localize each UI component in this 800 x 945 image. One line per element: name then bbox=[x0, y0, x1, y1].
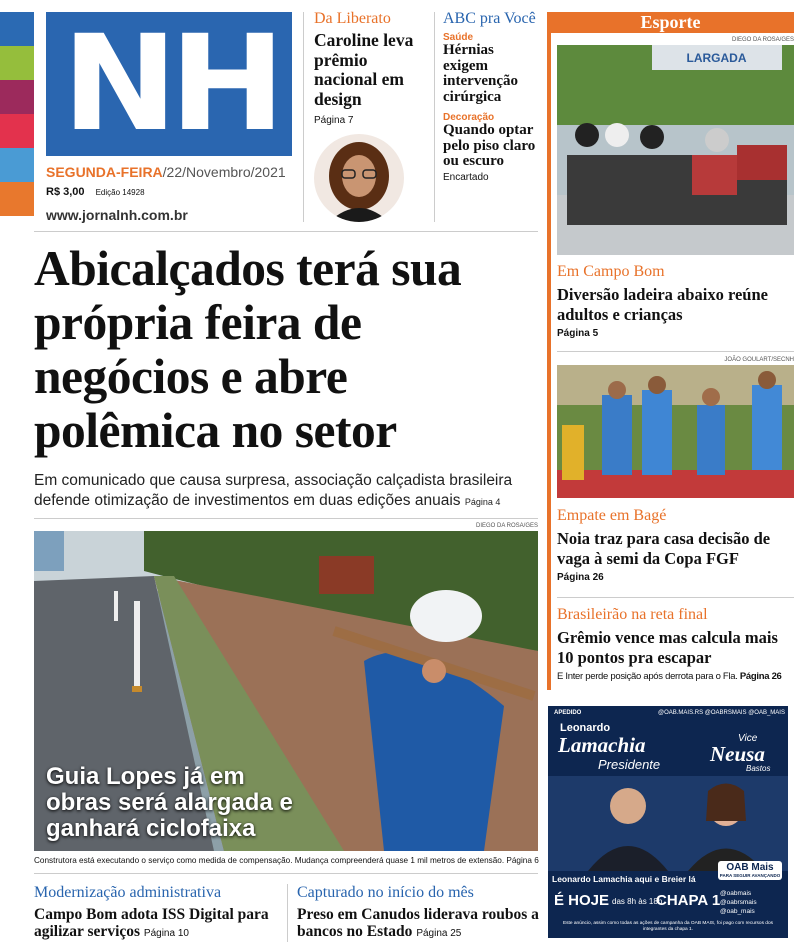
ad-name1: Leonardo bbox=[560, 722, 611, 734]
color-block bbox=[0, 46, 34, 80]
ad-candidates-photo bbox=[548, 776, 788, 871]
lead-deck bbox=[34, 471, 544, 512]
sport-story-kicker: Brasileirão na reta final bbox=[557, 606, 708, 623]
sport-story-page: Página 5 bbox=[557, 328, 599, 339]
lead-deck-text: Em comunicado que causa surpresa, associação calçadista brasileira defende otimização de investimentos em duas edições anuais bbox=[34, 472, 513, 509]
weekday: SEGUNDA-FEIRA bbox=[46, 164, 163, 180]
abc-item-kicker: Saúde bbox=[443, 32, 474, 43]
sport-photo-credit: JOÃO GOULART/SECNH bbox=[724, 357, 794, 363]
teaser-kicker: Da Liberato bbox=[314, 10, 391, 27]
bottom-story-headline: Preso em Canudos liderava roubos a bancos no Estado bbox=[297, 906, 539, 940]
color-block bbox=[0, 114, 34, 148]
teaser-page: Página 7 bbox=[314, 115, 354, 126]
ad-slate-badge bbox=[718, 861, 782, 880]
abc-section bbox=[443, 10, 541, 183]
photo-caption-text: Construtora está executando o serviço como medida de compensação. Mudança compreenderá quase 1 mil metros de extensão. bbox=[34, 856, 505, 865]
main-photo[interactable] bbox=[34, 531, 538, 851]
ad-handles: @OAB.MAIS.RS @OABRSMAIS @OAB_MAIS bbox=[658, 710, 785, 716]
photo-caption bbox=[34, 856, 539, 865]
ad-role1: Presidente bbox=[598, 757, 661, 772]
ad-social-handle: @oab_mais bbox=[720, 908, 755, 915]
bottom-story-page: Página 10 bbox=[143, 928, 189, 939]
oab-ad[interactable] bbox=[548, 706, 788, 938]
teaser-headline: Caroline leva prêmio nacional em design bbox=[314, 30, 414, 109]
ad-chapa: CHAPA 1 bbox=[656, 892, 721, 909]
sport-story-page: Página 26 bbox=[557, 572, 604, 583]
ad-slate: OAB Mais bbox=[726, 862, 774, 873]
sport-story-headline: Noia traz para casa decisão de vaga à semi da Copa FGF bbox=[557, 529, 771, 568]
photo-overlay-headline: Guia Lopes já em obras será alargada e ganhará ciclofaixa bbox=[46, 763, 293, 842]
price: R$ 3,00 bbox=[46, 186, 85, 198]
color-block bbox=[0, 12, 34, 46]
bottom-story[interactable] bbox=[297, 884, 542, 942]
ad-social-handle: @oabmais bbox=[720, 890, 752, 897]
abc-item-headline: Hérnias exigem intervenção cirúrgica bbox=[443, 42, 518, 105]
bottom-story-kicker: Capturado no início do mês bbox=[297, 884, 474, 901]
abc-item-headline: Quando optar pelo piso claro ou escuro bbox=[443, 122, 536, 169]
caroline-portrait bbox=[314, 134, 404, 222]
photo-caption-page: Página 6 bbox=[506, 856, 539, 865]
ad-caption: Leonardo Lamachia aqui e Breier lá bbox=[552, 874, 696, 884]
ad-surname2: Bastos bbox=[746, 764, 771, 773]
abc-title: ABC pra Você bbox=[443, 10, 536, 27]
ad-name2: Neusa bbox=[710, 742, 765, 766]
sport-story-headline: Diversão ladeira abaixo reúne adultos e crianças bbox=[557, 285, 768, 324]
abc-item[interactable] bbox=[443, 112, 541, 183]
bottom-story-page: Página 25 bbox=[416, 928, 462, 939]
sport-story-kicker: Empate em Bagé bbox=[557, 507, 667, 524]
ad-social bbox=[720, 889, 757, 916]
sport-header[interactable]: Esporte bbox=[547, 12, 794, 33]
sport-photo-race[interactable] bbox=[557, 45, 794, 255]
sport-story-deck: E Inter perde posição após derrota para o Fla. bbox=[557, 671, 738, 682]
sport-story-headline: Grêmio vence mas calcula mais 10 pontos pra escapar bbox=[557, 628, 778, 667]
ad-slate-sub: PARA SEGUIR AVANÇANDO bbox=[719, 873, 781, 878]
color-block bbox=[0, 182, 34, 216]
lead-headline[interactable]: Abicalçados terá sua própria feira de negócios e abre polêmica no setor bbox=[34, 241, 462, 458]
bottom-story-kicker: Modernização administrativa bbox=[34, 884, 222, 901]
price-row bbox=[46, 186, 145, 198]
ad-hours: das 8h às 18h bbox=[612, 897, 663, 906]
sport-story[interactable] bbox=[557, 507, 794, 583]
site-url[interactable]: www.jornalnh.com.br bbox=[46, 207, 188, 223]
ad-fineprint: Este anúncio, assim como todas as ações de campanha da OAB MAIS, foi pago com recursos dos integrantes da chapa 1. bbox=[562, 921, 774, 932]
bottom-story[interactable] bbox=[34, 884, 284, 942]
color-block bbox=[0, 148, 34, 182]
ad-today: É HOJE bbox=[554, 892, 610, 909]
abc-item-note: Encartado bbox=[443, 171, 489, 183]
color-block bbox=[0, 80, 34, 114]
sport-story-page: Página 26 bbox=[739, 671, 782, 682]
sport-bar bbox=[547, 33, 551, 690]
sport-story[interactable] bbox=[557, 606, 797, 682]
ad-surname1: Lamachia bbox=[558, 733, 646, 757]
photo-credit: DIEGO DA ROSA/GES bbox=[475, 523, 538, 529]
abc-item[interactable] bbox=[443, 32, 541, 105]
sport-story-kicker: Em Campo Bom bbox=[557, 263, 665, 280]
color-strip bbox=[0, 12, 34, 216]
liberato-teaser[interactable] bbox=[314, 10, 434, 126]
race-banner: LARGADA bbox=[686, 51, 747, 65]
ad-vice: Vice bbox=[738, 733, 758, 744]
edition: Edição 14928 bbox=[95, 188, 145, 197]
date: /22/Novembro/2021 bbox=[162, 164, 286, 180]
sport-photo-soccer[interactable] bbox=[557, 365, 794, 498]
abc-item-kicker: Decoração bbox=[443, 112, 495, 123]
sport-story[interactable] bbox=[557, 263, 794, 339]
lead-page: Página 4 bbox=[464, 497, 501, 507]
ad-social-handle: @oabrsmais bbox=[720, 899, 757, 906]
nh-logo[interactable]: NH bbox=[46, 12, 292, 156]
ad-tag: APEDIDO bbox=[554, 710, 582, 716]
bottom-story-headline: Campo Bom adota ISS Digital para agilizar serviços bbox=[34, 906, 269, 940]
masthead-date bbox=[46, 164, 286, 180]
sport-photo-credit: DIEGO DA ROSA/GES bbox=[731, 37, 794, 43]
